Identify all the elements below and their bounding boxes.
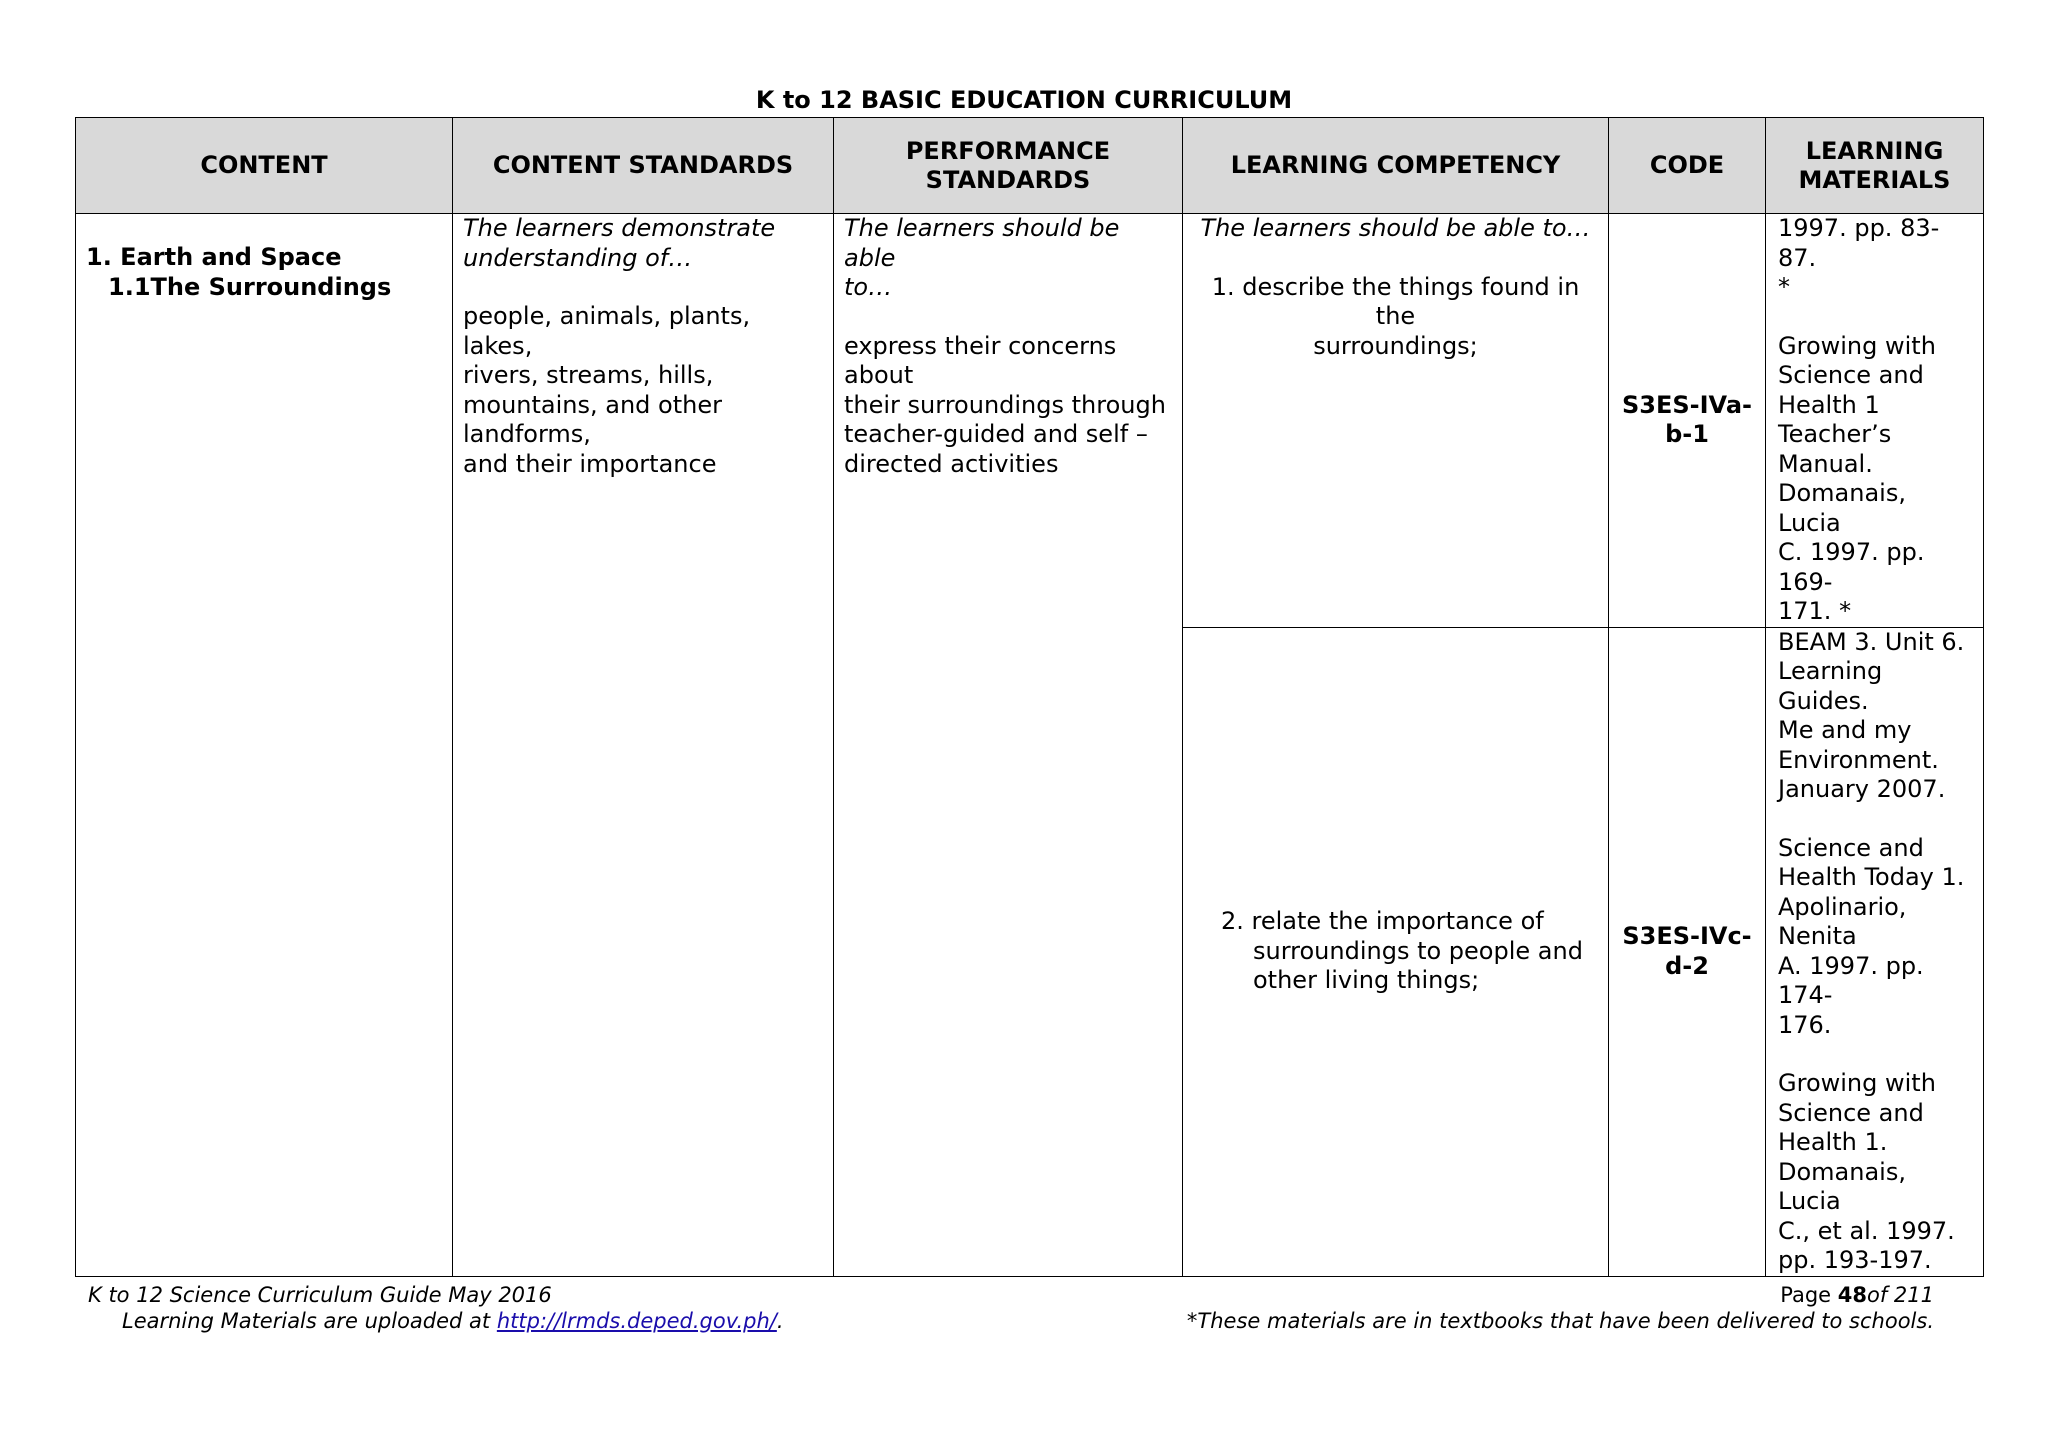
performance-standards-intro: The learners should be able to…	[844, 214, 1120, 301]
footer-note: *These materials are in textbooks that have been delivered to schools.	[1186, 1309, 1934, 1333]
header-content-standards: CONTENT STANDARDS	[453, 118, 834, 214]
document-title: K to 12 BASIC EDUCATION CURRICULUM	[755, 86, 1293, 114]
competency-cell-1	[1183, 214, 1609, 628]
header-code: CODE	[1609, 118, 1766, 214]
materials-list-2: BEAM 3. Unit 6. Learning Guides. Me and my Environment. January 2007. Science and Health Today 1. Apolinario, Nenita A. 1997. pp. 174- 176. Growing with Science and Health 1. Domanais, Lucia C., et al. 1997. pp. 193-197.	[1778, 627, 1965, 1274]
content-topic: 1. Earth and Space	[86, 243, 342, 271]
code-cell-1: S3ES-IVa- b-1	[1609, 214, 1766, 628]
footer-uploaded: Learning Materials are uploaded at http://lrmds.deped.gov.ph/.	[122, 1309, 784, 1333]
competency-item-1: 1. describe the things found in the surroundings;	[1211, 272, 1580, 360]
header-row	[76, 118, 1984, 214]
header-performance-standards: PERFORMANCE STANDARDS	[834, 118, 1183, 214]
header-content: CONTENT	[76, 118, 453, 214]
content-standards-text: people, animals, plants, lakes, rivers, streams, hills, mountains, and other landforms, and their importance	[463, 302, 751, 478]
competency-cell-2	[1183, 627, 1609, 1276]
table-row	[76, 214, 1984, 628]
competency-item-2: 2. relate the importance of surroundings to people and other living things;	[1221, 907, 1583, 995]
code-cell-2: S3ES-IVc- d-2	[1609, 627, 1766, 1276]
header-learning-competency: LEARNING COMPETENCY	[1183, 118, 1609, 214]
content-subtopic: 1.1The Surroundings	[108, 272, 392, 301]
materials-cell-2	[1766, 627, 1984, 1276]
footer-guide: K to 12 Science Curriculum Guide May 2016	[88, 1283, 552, 1307]
competency-intro: The learners should be able to…	[1200, 214, 1591, 242]
materials-cell-1	[1766, 214, 1984, 628]
performance-standards-cell	[834, 214, 1183, 1277]
materials-list-1: 1997. pp. 83-87. * Growing with Science and Health 1 Teacher’s Manual. Domanais, Lucia C. 1997. pp. 169- 171. *	[1778, 214, 1940, 625]
header-learning-materials: LEARNING MATERIALS	[1766, 118, 1984, 214]
lrmds-link[interactable]: http://lrmds.deped.gov.ph/	[496, 1309, 777, 1333]
content-standards-cell	[453, 214, 834, 1277]
performance-standards-text: express their concerns about their surroundings through teacher-guided and self – directed activities	[844, 331, 1166, 478]
curriculum-table	[75, 117, 1984, 1277]
content-cell	[76, 214, 453, 1277]
page-number: Page 48of 211	[1780, 1283, 1934, 1307]
content-standards-intro: The learners demonstrate understanding of…	[463, 214, 776, 272]
